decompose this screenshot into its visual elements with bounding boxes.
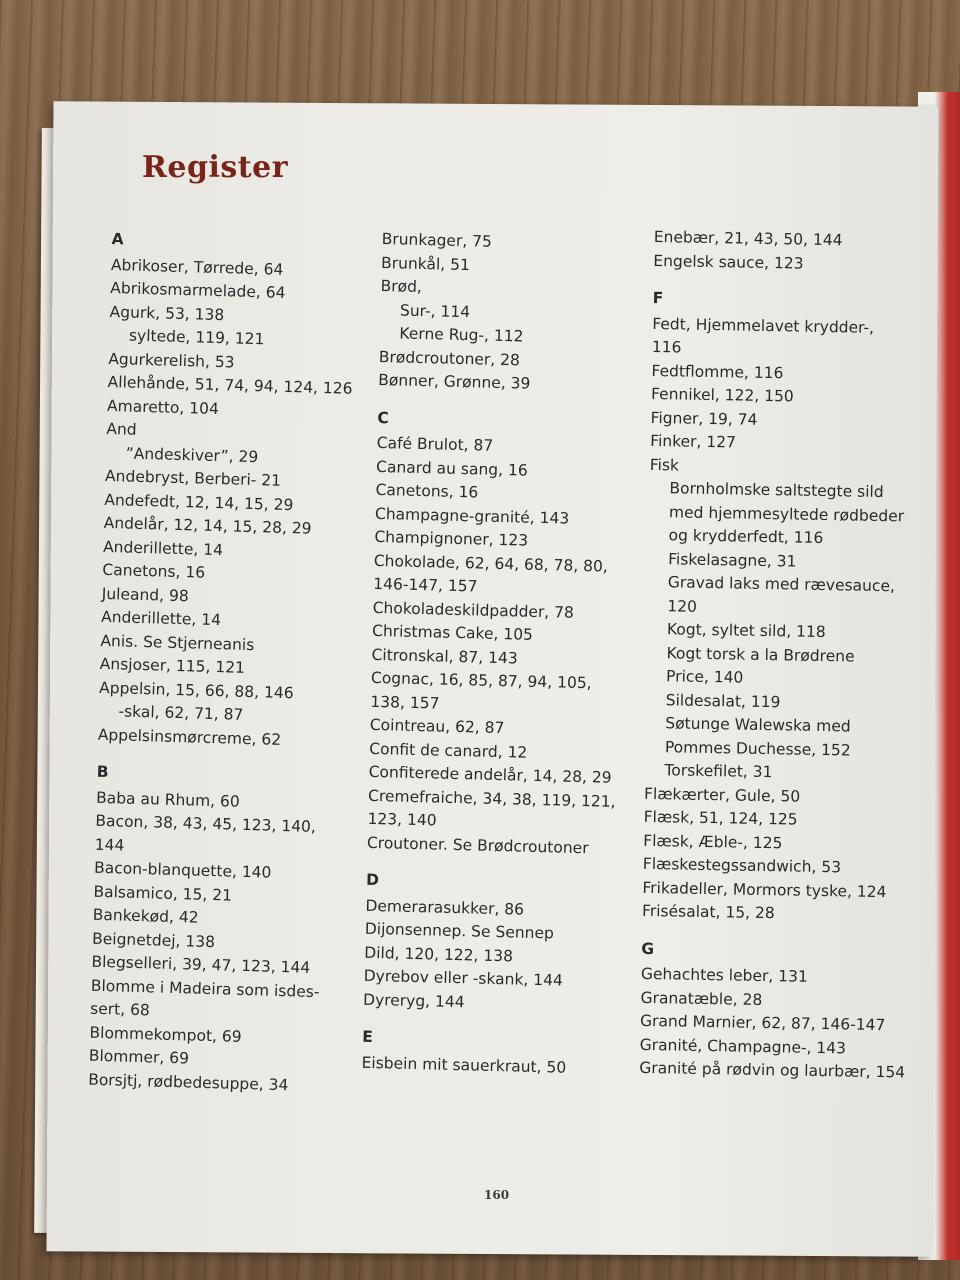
index-entry: Cointreau, 62, 87 — [369, 715, 505, 738]
index-entry: Eisbein mit sauerkraut, 50 — [361, 1053, 567, 1077]
index-entry: Andelår, 12, 14, 15, 28, 29 — [103, 513, 312, 538]
index-entry: Blommer, 69 — [88, 1046, 190, 1068]
index-entry: Bacon-blanquette, 140 — [93, 858, 272, 882]
page-number: 160 — [484, 1188, 510, 1202]
index-entry: Finker, 127 — [650, 431, 737, 452]
index-entry: 120 — [667, 596, 698, 616]
index-column-1 — [88, 228, 357, 1099]
index-entry: Anderillette, 14 — [102, 537, 224, 559]
index-entry: Bankekød, 42 — [92, 905, 199, 927]
index-entry: Juleand, 98 — [101, 584, 189, 605]
index-entry: Pommes Duchesse, 152 — [664, 737, 851, 760]
index-entry: 138, 157 — [370, 692, 440, 713]
index-entry: Abrikoser, Tørrede, 64 — [110, 255, 284, 279]
index-entry: Fennikel, 122, 150 — [650, 384, 794, 406]
index-entry: Granité på rødvin og laurbær, 154 — [639, 1058, 906, 1082]
index-entry: Engelsk sauce, 123 — [653, 251, 804, 273]
index-entry: Croutoner. Se Brødcroutoner — [366, 833, 589, 857]
index-entry: Bacon, 38, 43, 45, 123, 140, — [95, 811, 317, 836]
index-entry: Chokolade, 62, 64, 68, 78, 80, — [373, 551, 609, 576]
index-entry: Flæsk, Æble-, 125 — [643, 831, 783, 852]
index-entry: 144 — [94, 835, 125, 855]
index-entry: Blomme i Madeira som isdes- — [90, 976, 320, 1001]
index-entry: Confit de canard, 12 — [369, 739, 528, 762]
index-entry: And — [106, 419, 137, 439]
index-entry: Baba au Rhum, 60 — [95, 788, 241, 811]
index-entry: Bornholmske saltstegte sild — [669, 479, 884, 502]
index-entry: Sur-, 114 — [399, 300, 471, 321]
index-entry: Anis. Se Stjerneanis — [100, 631, 255, 654]
index-entry: Brød, — [380, 276, 423, 296]
index-entry: Christmas Cake, 105 — [371, 621, 534, 644]
index-entry: Søtunge Walewska med — [665, 714, 851, 736]
index-entry: Bønner, Grønne, 39 — [378, 370, 531, 393]
index-entry: Figner, 19, 74 — [650, 408, 758, 429]
index-entry: Frikadeller, Mormors tyske, 124 — [642, 878, 887, 901]
index-entry: Canard au sang, 16 — [375, 457, 528, 480]
index-section-letter: E — [362, 1027, 374, 1047]
index-entry: Torskefilet, 31 — [664, 761, 773, 782]
index-section-letter: A — [111, 229, 124, 249]
index-entry: -skal, 62, 71, 87 — [118, 702, 244, 724]
index-entry: Borsjtj, rødbedesuppe, 34 — [87, 1070, 289, 1094]
page-title: Register — [142, 150, 289, 185]
index-entry: Enebær, 21, 43, 50, 144 — [653, 227, 843, 250]
index-section-letter: B — [96, 762, 109, 782]
index-entry: Gravad laks med rævesauce, — [667, 573, 896, 596]
index-entry: Brunkager, 75 — [381, 229, 493, 251]
index-entry: Champagne-granité, 143 — [374, 504, 570, 528]
index-section-letter: F — [652, 288, 664, 308]
index-entry: Flækærter, Gule, 50 — [643, 784, 801, 806]
index-entry: Kogt torsk a la Brødrene — [666, 643, 855, 666]
index-entry: Blegselleri, 39, 47, 123, 144 — [91, 952, 311, 977]
index-entry: og krydderfedt, 116 — [668, 526, 824, 548]
index-entry: Dyreryg, 144 — [362, 990, 465, 1011]
index-entry: Dijonsennep. Se Sennep — [364, 919, 555, 943]
index-entry: Chokoladeskildpadder, 78 — [372, 598, 575, 622]
index-entry: Appelsin, 15, 66, 88, 146 — [98, 678, 294, 702]
index-entry: Sildesalat, 119 — [665, 690, 781, 711]
index-entry: Granité, Champagne-, 143 — [639, 1035, 847, 1057]
index-entry: Cremefraiche, 34, 38, 119, 121, — [367, 786, 616, 811]
index-entry: Canetons, 16 — [102, 560, 206, 582]
index-entry: med hjemmesyltede rødbeder — [668, 502, 905, 525]
index-entry: syltede, 119, 121 — [128, 326, 265, 349]
index-entry: 146-147, 157 — [373, 574, 478, 596]
index-entry: Cognac, 16, 85, 87, 94, 105, — [370, 668, 592, 693]
index-entry: Brunkål, 51 — [380, 253, 471, 274]
index-section-letter: G — [641, 939, 655, 958]
index-entry: sert, 68 — [89, 999, 151, 1020]
index-entry: Kerne Rug-, 112 — [399, 324, 524, 346]
index-entry: Agurkerelish, 53 — [108, 349, 235, 371]
index-entry: Flæsk, 51, 124, 125 — [643, 807, 798, 829]
index-entry: Balsamico, 15, 21 — [93, 882, 233, 905]
index-entry: Price, 140 — [665, 667, 744, 687]
index-entry: Abrikosmarmelade, 64 — [110, 278, 286, 302]
index-entry: Brødcroutoner, 28 — [378, 347, 521, 369]
index-entry: Appelsinsmørcreme, 62 — [97, 725, 282, 749]
index-entry: Andefedt, 12, 14, 15, 29 — [104, 490, 294, 514]
index-entry: Amaretto, 104 — [106, 396, 220, 418]
index-section-letter: D — [365, 870, 380, 890]
index-entry: Champignoner, 123 — [374, 527, 529, 550]
index-entry: Confiterede andelår, 14, 28, 29 — [368, 762, 612, 787]
index-entry: Demerarasukker, 86 — [365, 896, 525, 919]
index-section-letter: C — [377, 408, 389, 427]
index-entry: Fedt, Hjemmelavet krydder-, — [652, 314, 875, 337]
index-entry: Gehachtes leber, 131 — [640, 964, 808, 986]
index-entry: Citronskal, 87, 143 — [371, 645, 518, 667]
index-entry: Frisésalat, 15, 28 — [641, 901, 775, 923]
index-entry: Agurk, 53, 138 — [109, 302, 225, 324]
index-column-2 — [361, 228, 629, 1081]
index-entry: Café Brulot, 87 — [376, 433, 494, 455]
index-entry: Grand Marnier, 62, 87, 146-147 — [639, 1011, 886, 1035]
index-entry: Anderillette, 14 — [100, 607, 222, 630]
index-entry: Kogt, syltet sild, 118 — [666, 620, 826, 642]
index-entry: Blommekompot, 69 — [89, 1023, 242, 1046]
index-entry: 123, 140 — [367, 809, 437, 830]
index-entry: Andebryst, Berberi- 21 — [104, 466, 282, 490]
index-entry: ”Andeskiver”, 29 — [125, 443, 259, 466]
index-entry: Granatæble, 28 — [640, 988, 763, 1009]
index-entry: Flæskestegssandwich, 53 — [642, 854, 842, 877]
index-entry: Fisk — [649, 455, 680, 474]
index-entry: Fiskelasagne, 31 — [668, 549, 797, 571]
index-entry: Canetons, 16 — [375, 480, 479, 502]
index-entry: 116 — [651, 337, 682, 357]
index-entry: Dyrebov eller -skank, 144 — [363, 966, 564, 990]
index-column-3 — [639, 226, 920, 1085]
index-entry: Beignetdej, 138 — [91, 929, 216, 951]
index-entry: Dild, 120, 122, 138 — [364, 943, 514, 965]
index-entry: Allehånde, 51, 74, 94, 124, 126 — [107, 372, 353, 398]
index-entry: Ansjoser, 115, 121 — [99, 654, 246, 677]
index-entry: Fedtflomme, 116 — [651, 361, 784, 382]
